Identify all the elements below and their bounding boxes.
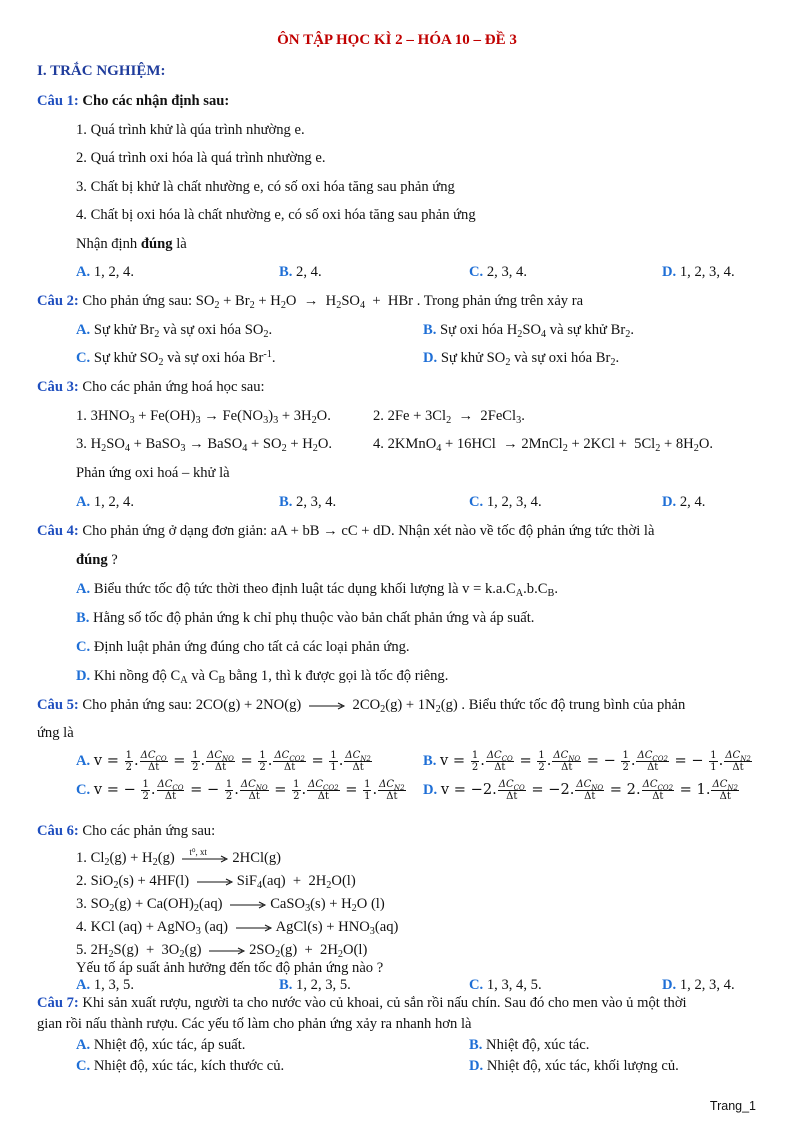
question-3-stem: Câu 3: Cho các phản ứng hoá học sau: bbox=[37, 379, 265, 395]
option-d[interactable]: D. Sự khử $SO_2$ và sự oxi hóa $Br_2$. bbox=[423, 350, 620, 368]
long-arrow-icon bbox=[308, 701, 346, 711]
reaction-list-row: 5. $2H_2S(g) + 3O_2(g)$ $2SO_2(g) + 2H_2O(l)$ bbox=[76, 942, 368, 960]
statement-item: 4. Chất bị oxi hóa là chất nhường e, có số oxi hóa tăng sau phản ứng bbox=[76, 207, 476, 223]
option-b[interactable]: B. 2, 4. bbox=[279, 264, 322, 280]
option-d[interactable]: D. Nhiệt độ, xúc tác, khối lượng củ. bbox=[469, 1058, 679, 1074]
reaction-list-row: 3. $H_2SO_4$ + BaSO$_3$ → BaSO$_4$ + $SO_2 + H_2O$. bbox=[76, 436, 333, 454]
question-4-stem-cont: đúng ? bbox=[76, 552, 118, 568]
question-7-stem: Câu 7: Khi sản xuất rượu, người ta cho nước vào củ khoai, củ sắn rồi nấu chín. Sau đó cho men vào ủ một thời bbox=[37, 995, 687, 1011]
option-c[interactable]: C. 1, 3, 4, 5. bbox=[469, 977, 542, 993]
long-arrow-icon: t⁰, xt bbox=[181, 854, 229, 864]
reaction-list-row: 1. $3HNO_3 + Fe(OH)_3 \to Fe(NO_3)_3 + 3H_2O$. bbox=[76, 408, 331, 426]
option-b[interactable]: B. Sự oxi hóa $H_2SO_4$ và sự khử $Br_2$. bbox=[423, 322, 634, 340]
reaction-list-row: 4. 2KMnO$_4$ + 16HCl → 2MnCl$_2$ + $2KCl + 5Cl_2 + 8H_2O$. bbox=[373, 436, 714, 454]
reaction-list-row: 4. KCl (aq) + AgNO$_3$ (aq) AgCl(s) + $HNO_3(aq)$ bbox=[76, 919, 399, 937]
page-number: Trang_1 bbox=[709, 1099, 756, 1113]
option-c[interactable]: C. Định luật phản ứng đúng cho tất cả các loại phản ứng. bbox=[76, 639, 410, 655]
question-1-stem bbox=[37, 91, 229, 111]
question-prompt: Phản ứng oxi hoá – khử là bbox=[76, 465, 230, 481]
option-d[interactable]: D. 2, 4. bbox=[662, 494, 706, 510]
option-d[interactable]: D. Khi nồng độ $C_A$ và $C_B$ bằng 1, thì k được gọi là tốc độ riêng. bbox=[76, 668, 449, 686]
option-a[interactable]: A. Nhiệt độ, xúc tác, áp suất. bbox=[76, 1037, 246, 1053]
statement-item: 2. Quá trình oxi hóa là quá trình nhường e. bbox=[76, 150, 326, 166]
question-6-stem: Câu 6: Cho các phản ứng sau: bbox=[37, 823, 216, 839]
question-5-stem-cont: ứng là bbox=[37, 725, 74, 741]
option-d[interactable]: D. 1, 2, 3, 4. bbox=[662, 264, 735, 280]
long-arrow-icon bbox=[196, 877, 234, 887]
option-a[interactable]: A. Sự khử $Br_2$ và sự oxi hóa $SO_2$. bbox=[76, 322, 273, 340]
option-d[interactable]: D. 1, 2, 3, 4. bbox=[662, 977, 735, 993]
long-arrow-icon bbox=[208, 946, 246, 956]
reaction-list-row: 1. $Cl_2(g) + H_2(g)$ t⁰, xt 2HCl(g) bbox=[76, 846, 282, 868]
question-prompt: Yếu tố áp suất ảnh hưởng đến tốc độ phản ứng nào ? bbox=[76, 960, 384, 976]
long-arrow-icon bbox=[235, 923, 273, 933]
option-c[interactable]: C. Sự khử $SO_2$ và sự oxi hóa $Br^{-1}$. bbox=[76, 349, 276, 368]
option-b[interactable]: B. 1, 2, 3, 5. bbox=[279, 977, 351, 993]
option-a[interactable]: A. 1, 2, 4. bbox=[76, 264, 134, 280]
reaction-list-row: 2. $2Fe + 3Cl_2$ → 2FeCl$_3$. bbox=[373, 408, 525, 426]
option-a[interactable]: A. 1, 3, 5. bbox=[76, 977, 134, 993]
statement-item: 1. Quá trình khử là qúa trình nhường e. bbox=[76, 122, 305, 138]
question-2-stem: Câu 2: Cho phản ứng sau: $SO_2 + Br_2 + H_2O \to H_2SO_4$ + HBr . Trong phản ứng trên xảy ra bbox=[37, 293, 584, 311]
option-c[interactable]: C. Nhiệt độ, xúc tác, kích thước củ. bbox=[76, 1058, 285, 1074]
option-b[interactable]: B. Hằng số tốc độ phản ứng k chỉ phụ thuộc vào bản chất phản ứng và áp suất. bbox=[76, 610, 535, 626]
option-c[interactable]: C. 2, 3, 4. bbox=[469, 264, 527, 280]
question-number: Câu 1: bbox=[37, 93, 79, 109]
option-c[interactable]: C. 1, 2, 3, 4. bbox=[469, 494, 542, 510]
reaction-list-row: 3. $SO_2(g) + Ca(OH)_2(aq)$ CaSO$_3$(s) + $H_2O$ (l) bbox=[76, 896, 385, 914]
question-5-stem: Câu 5: Cho phản ứng sau: 2CO(g) + 2NO(g) $2CO_2(g) + 1N_2(g)$ . Biểu thức tốc độ trung bình của phản bbox=[37, 697, 686, 715]
option-b[interactable]: B. 2, 3, 4. bbox=[279, 494, 337, 510]
option-a[interactable]: A. 1, 2, 4. bbox=[76, 494, 134, 510]
option-b[interactable]: B. Nhiệt độ, xúc tác. bbox=[469, 1037, 590, 1053]
option-a[interactable]: A. v = $\frac{1}{2}$ . $\frac{\Delta C_{CO}}{\Delta t}$ = $\frac{1}{2}$ . $\frac{\Delta C_{NO}}{\Delta t}$ = $\frac{1}{2}$ . $\frac{\Delta C_{CO2}}{\Delta t}$ = $\frac{1}{1}$ . $\frac{\Delta C_{N2}}{\Delta t}$ bbox=[76, 749, 371, 773]
question-prompt: Nhận định đúng là bbox=[76, 236, 187, 252]
long-arrow-icon bbox=[229, 900, 267, 910]
reaction-list-row: 2. SiO$_2$(s) + 4HF(l) $SiF_4(aq) + 2H_2O(l)$ bbox=[76, 873, 356, 891]
statement-item: 3. Chất bị khử là chất nhường e, có số oxi hóa tăng sau phản ứng bbox=[76, 179, 455, 195]
option-a[interactable]: A. Biểu thức tốc độ tức thời theo định luật tác dụng khối lượng là $v = k.a.C_A.b.C_B$. bbox=[76, 581, 558, 599]
question-text: Cho các nhận định sau: bbox=[82, 93, 230, 109]
option-c[interactable]: C. v = − $\frac{1}{2}$ . $\frac{\Delta C_{CO}}{\Delta t}$ = − $\frac{1}{2}$ . $\frac{\Delta C_{NO}}{\Delta t}$ = $\frac{1}{2}$ . $\frac{\Delta C_{CO2}}{\Delta t}$ = $\frac{1}{1}$ . $\frac{\Delta C_{N2}}{\Delta t}$ bbox=[76, 778, 405, 802]
option-b[interactable]: B. v = $\frac{1}{2}$ . $\frac{\Delta C_{CO}}{\Delta t}$ = $\frac{1}{2}$ . $\frac{\Delta C_{NO}}{\Delta t}$ = − $\frac{1}{2}$ . $\frac{\Delta C_{CO2}}{\Delta t}$ = − $\frac{1}{1}$ . $\frac{\Delta C_{N2}}{\Delta t}$ bbox=[423, 749, 751, 773]
document-title: ÔN TẬP HỌC KÌ 2 – HÓA 10 – ĐỀ 3 bbox=[277, 32, 517, 48]
question-7-stem-cont: gian rồi nấu thành rượu. Các yếu tố làm cho phản ứng xảy ra nhanh hơn là bbox=[37, 1016, 472, 1032]
question-4-stem: Câu 4: Cho phản ứng ở dạng đơn giản: aA + bB → cC + dD. Nhận xét nào về tốc độ phản ứng tức thời là bbox=[37, 523, 655, 539]
option-d[interactable]: D. v = −2. $\frac{\Delta C_{CO}}{\Delta t}$ = −2. $\frac{\Delta C_{NO}}{\Delta t}$ = 2. $\frac{\Delta C_{CO2}}{\Delta t}$ = 1. $\frac{\Delta C_{N2}}{\Delta t}$ bbox=[423, 778, 738, 802]
section-heading: I. TRẮC NGHIỆM: bbox=[37, 63, 166, 79]
